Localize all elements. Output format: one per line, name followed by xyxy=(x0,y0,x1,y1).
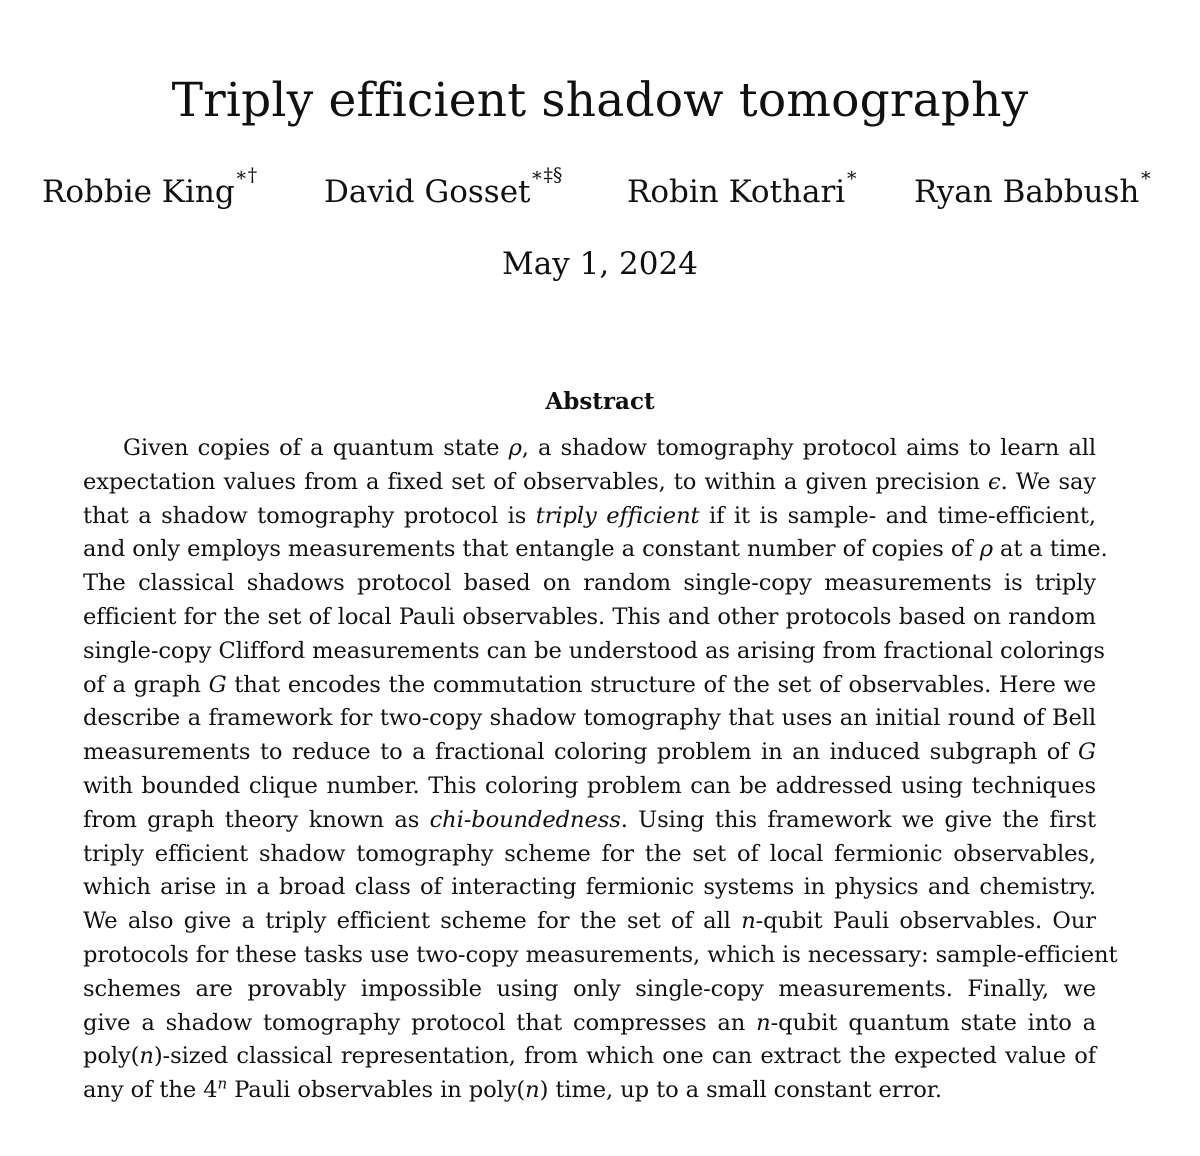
author-name: David Gosset xyxy=(324,174,531,210)
math-symbol: n xyxy=(756,1009,771,1036)
abstract-text: Given copies of a quantum state xyxy=(123,435,509,461)
math-symbol: chi-boundedness xyxy=(429,806,621,833)
abstract-text: from graph theory known as xyxy=(83,806,430,833)
math-symbol: n xyxy=(525,1077,540,1104)
abstract-line xyxy=(83,635,1105,669)
abstract-line xyxy=(83,838,1096,872)
abstract-text: which arise in a broad class of interacting fermionic systems in physics and chemistry. xyxy=(83,874,1096,901)
abstract-line xyxy=(83,702,1096,736)
abstract-line xyxy=(83,1074,1096,1108)
abstract-text: that encodes the commutation structure of the set of observables. Here we xyxy=(226,671,1096,698)
math-symbol: G xyxy=(208,671,227,698)
math-symbol: n xyxy=(741,908,756,935)
abstract-line xyxy=(83,601,1096,635)
abstract-line xyxy=(83,736,1096,770)
abstract-text: -qubit quantum state into a xyxy=(770,1009,1096,1036)
abstract-text: at a time. xyxy=(992,536,1108,563)
author-affiliation-marks: ∗ xyxy=(1139,164,1153,186)
math-symbol: G xyxy=(1078,739,1096,766)
math-symbol: ϵ xyxy=(988,468,1001,495)
abstract-line xyxy=(83,1007,1096,1041)
abstract-line xyxy=(83,466,1096,500)
abstract-text: poly( xyxy=(83,1043,140,1070)
paper-title: Triply efficient shadow tomography xyxy=(171,73,1029,128)
abstract-text: with bounded clique number. This coloring problem can be addressed using techniques xyxy=(83,772,1096,799)
abstract-line xyxy=(83,500,1096,534)
abstract-line xyxy=(83,905,1096,939)
abstract-text: protocols for these tasks use two-copy measurements, which is necessary: sample-efficient xyxy=(83,941,1118,968)
author xyxy=(914,164,1153,214)
author xyxy=(324,164,563,214)
abstract-text: . Using this framework we give the first xyxy=(620,806,1096,833)
abstract-line xyxy=(83,939,1118,973)
abstract-text: ) time, up to a small constant error. xyxy=(539,1077,942,1104)
author-name: Robbie King xyxy=(42,174,235,210)
abstract-text: and only employs measurements that entangle a constant number of copies of xyxy=(83,536,980,563)
abstract-text: . We say xyxy=(1000,468,1096,495)
author-affiliation-marks: ∗† xyxy=(234,164,258,186)
abstract-text: give a shadow tomography protocol that compresses an xyxy=(83,1009,757,1036)
abstract-text: triply efficient shadow tomography scheme for the set of local fermionic observables, xyxy=(83,840,1096,867)
abstract-text: that a shadow tomography protocol is xyxy=(83,502,536,529)
abstract-text: )-sized classical representation, from which one can extract the expected value of xyxy=(153,1043,1096,1070)
abstract-text: single-copy Clifford measurements can be understood as arising from fractional colorings xyxy=(83,637,1105,664)
abstract-line xyxy=(83,669,1096,703)
abstract-text: any of the 4 xyxy=(83,1077,218,1104)
abstract-line xyxy=(83,432,1096,466)
abstract-text: expectation values from a fixed set of observables, to within a given precision xyxy=(83,468,989,495)
publication-date: May 1, 2024 xyxy=(502,246,698,282)
author-name: Robin Kothari xyxy=(627,174,846,210)
abstract-line xyxy=(83,533,1108,567)
abstract-text: We also give a triply efficient scheme for the set of all xyxy=(83,908,742,935)
abstract-text: efficient for the set of local Pauli observables. This and other protocols based on random xyxy=(83,603,1096,630)
abstract-line xyxy=(83,804,1096,838)
author-list xyxy=(0,164,1200,216)
abstract-line xyxy=(83,871,1096,905)
abstract-text: measurements to reduce to a fractional coloring problem in an induced subgraph of xyxy=(83,739,1079,766)
abstract-text: if it is sample- and time-efficient, xyxy=(699,502,1096,529)
abstract-line xyxy=(83,973,1096,1007)
author-affiliation-marks: ∗‡§ xyxy=(530,164,563,186)
abstract-text: of a graph xyxy=(83,671,209,698)
math-symbol: n xyxy=(217,1074,228,1093)
abstract-text: schemes are provably impossible using only single-copy measurements. Finally, we xyxy=(83,975,1096,1002)
abstract-text: -qubit Pauli observables. Our xyxy=(755,908,1096,935)
abstract-heading: Abstract xyxy=(545,388,655,415)
abstract-text: describe a framework for two-copy shadow tomography that uses an initial round of Bell xyxy=(83,705,1096,732)
math-symbol: n xyxy=(139,1043,154,1070)
author-affiliation-marks: ∗ xyxy=(845,164,859,186)
abstract-body xyxy=(83,432,1118,1108)
abstract-text: , a shadow tomography protocol aims to learn all xyxy=(521,435,1096,461)
author xyxy=(627,164,859,214)
author xyxy=(42,164,258,214)
abstract-line xyxy=(83,1040,1096,1074)
math-symbol: triply efficient xyxy=(535,502,700,529)
abstract-text: Pauli observables in poly( xyxy=(227,1077,526,1104)
math-symbol: ρ xyxy=(508,435,522,461)
abstract-text: The classical shadows protocol based on random single-copy measurements is triply xyxy=(83,570,1096,597)
abstract-line xyxy=(83,567,1096,601)
abstract-line xyxy=(83,770,1096,804)
author-name: Ryan Babbush xyxy=(914,174,1140,210)
math-symbol: ρ xyxy=(979,536,993,563)
